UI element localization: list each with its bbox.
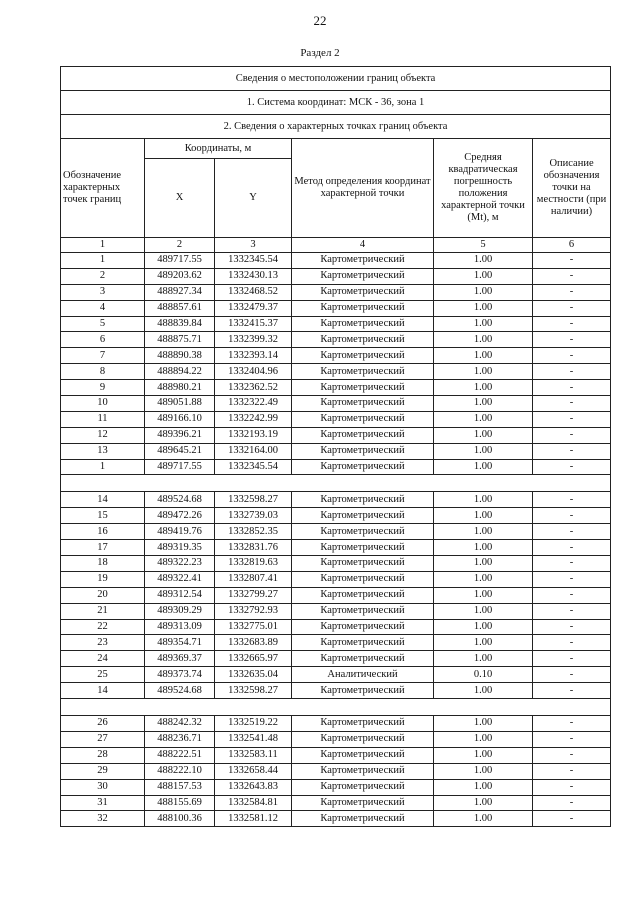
method: Картометрический <box>292 587 434 603</box>
table-row <box>61 747 611 763</box>
method: Картометрический <box>292 508 434 524</box>
coord-x: 488155.69 <box>145 795 215 811</box>
point-description: - <box>533 556 611 572</box>
method: Картометрический <box>292 651 434 667</box>
method: Картометрический <box>292 795 434 811</box>
point-description: - <box>533 268 611 284</box>
column-number: 5 <box>434 238 533 253</box>
coord-y: 1332345.54 <box>215 459 292 475</box>
coord-x: 489645.21 <box>145 443 215 459</box>
method: Картометрический <box>292 380 434 396</box>
point-number: 24 <box>61 651 145 667</box>
point-number: 32 <box>61 811 145 827</box>
coord-x: 489369.37 <box>145 651 215 667</box>
point-number: 27 <box>61 731 145 747</box>
error-value: 1.00 <box>434 731 533 747</box>
table-row <box>61 571 611 587</box>
point-description: - <box>533 587 611 603</box>
coord-x: 489524.68 <box>145 683 215 699</box>
point-description: - <box>533 619 611 635</box>
table-row <box>61 396 611 412</box>
method: Аналитический <box>292 667 434 683</box>
table-row <box>61 348 611 364</box>
coord-y: 1332583.11 <box>215 747 292 763</box>
coord-y: 1332683.89 <box>215 635 292 651</box>
point-description: - <box>533 300 611 316</box>
error-value: 1.00 <box>434 508 533 524</box>
coord-y: 1332799.27 <box>215 587 292 603</box>
error-value: 1.00 <box>434 619 533 635</box>
coord-x: 488236.71 <box>145 731 215 747</box>
error-value: 1.00 <box>434 459 533 475</box>
coord-x: 489319.35 <box>145 540 215 556</box>
point-description: - <box>533 603 611 619</box>
point-description: - <box>533 763 611 779</box>
method: Картометрический <box>292 747 434 763</box>
error-value: 1.00 <box>434 253 533 269</box>
error-value: 1.00 <box>434 635 533 651</box>
point-description: - <box>533 508 611 524</box>
coord-y: 1332430.13 <box>215 268 292 284</box>
coord-y: 1332164.00 <box>215 443 292 459</box>
coord-y: 1332404.96 <box>215 364 292 380</box>
point-description: - <box>533 716 611 732</box>
table-row <box>61 364 611 380</box>
header-x: X <box>145 159 215 238</box>
group-separator-row <box>61 699 611 716</box>
method: Картометрический <box>292 268 434 284</box>
point-number: 31 <box>61 795 145 811</box>
point-description: - <box>533 667 611 683</box>
header-coordinates: Координаты, м <box>145 139 292 159</box>
point-description: - <box>533 651 611 667</box>
coord-x: 489472.26 <box>145 508 215 524</box>
point-description: - <box>533 396 611 412</box>
coord-x: 488222.10 <box>145 763 215 779</box>
group-separator <box>61 475 611 492</box>
method: Картометрический <box>292 603 434 619</box>
point-description: - <box>533 284 611 300</box>
method: Картометрический <box>292 619 434 635</box>
table-row <box>61 635 611 651</box>
header-method: Метод определения координат характерной точки <box>292 139 434 238</box>
point-number: 14 <box>61 683 145 699</box>
coord-x: 489396.21 <box>145 427 215 443</box>
method: Картометрический <box>292 811 434 827</box>
table-row <box>61 411 611 427</box>
coord-y: 1332468.52 <box>215 284 292 300</box>
point-number: 30 <box>61 779 145 795</box>
method: Картометрический <box>292 411 434 427</box>
coord-y: 1332792.93 <box>215 603 292 619</box>
table-row <box>61 683 611 699</box>
coord-y: 1332598.27 <box>215 492 292 508</box>
coord-x: 489166.10 <box>145 411 215 427</box>
point-number: 11 <box>61 411 145 427</box>
coord-y: 1332739.03 <box>215 508 292 524</box>
coord-x: 488100.36 <box>145 811 215 827</box>
table-row <box>61 540 611 556</box>
error-value: 1.00 <box>434 332 533 348</box>
error-value: 1.00 <box>434 443 533 459</box>
table-row <box>61 763 611 779</box>
coord-x: 489322.23 <box>145 556 215 572</box>
coord-y: 1332541.48 <box>215 731 292 747</box>
points-heading: 2. Сведения о характерных точках границ объекта <box>61 115 611 139</box>
point-number: 23 <box>61 635 145 651</box>
column-number-row <box>61 238 611 253</box>
coord-y: 1332852.35 <box>215 524 292 540</box>
coord-y: 1332584.81 <box>215 795 292 811</box>
table-row <box>61 651 611 667</box>
point-number: 25 <box>61 667 145 683</box>
coord-x: 488894.22 <box>145 364 215 380</box>
coord-x: 488857.61 <box>145 300 215 316</box>
coord-x: 488890.38 <box>145 348 215 364</box>
point-number: 3 <box>61 284 145 300</box>
coord-y: 1332322.49 <box>215 396 292 412</box>
error-value: 1.00 <box>434 795 533 811</box>
coord-x: 489051.88 <box>145 396 215 412</box>
method: Картометрический <box>292 524 434 540</box>
table-row <box>61 332 611 348</box>
coord-x: 489373.74 <box>145 667 215 683</box>
column-number: 4 <box>292 238 434 253</box>
error-value: 1.00 <box>434 348 533 364</box>
point-number: 22 <box>61 619 145 635</box>
point-number: 18 <box>61 556 145 572</box>
coord-y: 1332581.12 <box>215 811 292 827</box>
coord-x: 488927.34 <box>145 284 215 300</box>
error-value: 1.00 <box>434 492 533 508</box>
point-description: - <box>533 795 611 811</box>
column-number: 6 <box>533 238 611 253</box>
header-description: Описание обозначения точки на местности (при наличии) <box>533 139 611 238</box>
table-row <box>61 268 611 284</box>
section-title: Раздел 2 <box>300 47 340 59</box>
point-description: - <box>533 571 611 587</box>
table-row <box>61 284 611 300</box>
table-row <box>61 603 611 619</box>
point-number: 8 <box>61 364 145 380</box>
table-row <box>61 811 611 827</box>
point-description: - <box>533 635 611 651</box>
error-value: 1.00 <box>434 779 533 795</box>
coord-y: 1332362.52 <box>215 380 292 396</box>
coord-y: 1332242.99 <box>215 411 292 427</box>
coord-y: 1332643.83 <box>215 779 292 795</box>
coord-x: 489309.29 <box>145 603 215 619</box>
point-number: 4 <box>61 300 145 316</box>
point-number: 15 <box>61 508 145 524</box>
error-value: 1.00 <box>434 763 533 779</box>
point-description: - <box>533 811 611 827</box>
method: Картометрический <box>292 492 434 508</box>
point-description: - <box>533 779 611 795</box>
coord-x: 489419.76 <box>145 524 215 540</box>
point-description: - <box>533 443 611 459</box>
coord-y: 1332658.44 <box>215 763 292 779</box>
method: Картометрический <box>292 459 434 475</box>
point-description: - <box>533 747 611 763</box>
table-row <box>61 443 611 459</box>
coord-x: 489322.41 <box>145 571 215 587</box>
coord-x: 489313.09 <box>145 619 215 635</box>
method: Картометрический <box>292 427 434 443</box>
table-row <box>61 380 611 396</box>
coord-y: 1332665.97 <box>215 651 292 667</box>
table-row <box>61 524 611 540</box>
point-number: 7 <box>61 348 145 364</box>
point-description: - <box>533 459 611 475</box>
table-row <box>61 427 611 443</box>
method: Картометрический <box>292 332 434 348</box>
point-number: 29 <box>61 763 145 779</box>
error-value: 1.00 <box>434 747 533 763</box>
point-number: 28 <box>61 747 145 763</box>
method: Картометрический <box>292 683 434 699</box>
error-value: 1.00 <box>434 316 533 332</box>
table-row <box>61 556 611 572</box>
error-value: 1.00 <box>434 651 533 667</box>
table-banner: Сведения о местоположении границ объекта <box>61 67 611 91</box>
point-number: 2 <box>61 268 145 284</box>
coord-x: 489203.62 <box>145 268 215 284</box>
coordinate-system: 1. Система координат: МСК - 36, зона 1 <box>61 91 611 115</box>
point-description: - <box>533 683 611 699</box>
point-description: - <box>533 411 611 427</box>
point-number: 10 <box>61 396 145 412</box>
method: Картометрический <box>292 779 434 795</box>
point-description: - <box>533 380 611 396</box>
error-value: 1.00 <box>434 300 533 316</box>
method: Картометрический <box>292 396 434 412</box>
point-description: - <box>533 492 611 508</box>
coord-x: 489524.68 <box>145 492 215 508</box>
method: Картометрический <box>292 556 434 572</box>
method: Картометрический <box>292 763 434 779</box>
column-number: 2 <box>145 238 215 253</box>
method: Картометрический <box>292 316 434 332</box>
coord-y: 1332831.76 <box>215 540 292 556</box>
table-row <box>61 667 611 683</box>
method: Картометрический <box>292 443 434 459</box>
coord-y: 1332819.63 <box>215 556 292 572</box>
coord-y: 1332393.14 <box>215 348 292 364</box>
method: Картометрический <box>292 540 434 556</box>
coord-y: 1332479.37 <box>215 300 292 316</box>
error-value: 1.00 <box>434 683 533 699</box>
table-row <box>61 492 611 508</box>
coord-x: 489717.55 <box>145 253 215 269</box>
coord-y: 1332193.19 <box>215 427 292 443</box>
error-value: 1.00 <box>434 364 533 380</box>
table-row <box>61 587 611 603</box>
point-number: 13 <box>61 443 145 459</box>
point-description: - <box>533 524 611 540</box>
coord-x: 488222.51 <box>145 747 215 763</box>
point-number: 14 <box>61 492 145 508</box>
error-value: 1.00 <box>434 571 533 587</box>
coord-y: 1332399.32 <box>215 332 292 348</box>
coord-y: 1332415.37 <box>215 316 292 332</box>
error-value: 1.00 <box>434 411 533 427</box>
table-row <box>61 716 611 732</box>
point-description: - <box>533 332 611 348</box>
error-value: 1.00 <box>434 380 533 396</box>
coord-y: 1332635.04 <box>215 667 292 683</box>
point-number: 5 <box>61 316 145 332</box>
error-value: 1.00 <box>434 716 533 732</box>
error-value: 1.00 <box>434 587 533 603</box>
point-number: 20 <box>61 587 145 603</box>
coord-x: 488157.53 <box>145 779 215 795</box>
coord-x: 489312.54 <box>145 587 215 603</box>
column-number: 1 <box>61 238 145 253</box>
point-description: - <box>533 253 611 269</box>
point-number: 6 <box>61 332 145 348</box>
table-row <box>61 316 611 332</box>
error-value: 1.00 <box>434 284 533 300</box>
point-number: 16 <box>61 524 145 540</box>
coord-y: 1332775.01 <box>215 619 292 635</box>
point-description: - <box>533 427 611 443</box>
point-description: - <box>533 316 611 332</box>
coord-x: 488980.21 <box>145 380 215 396</box>
column-number: 3 <box>215 238 292 253</box>
point-description: - <box>533 364 611 380</box>
boundary-points-table <box>60 66 611 827</box>
point-description: - <box>533 540 611 556</box>
method: Картометрический <box>292 716 434 732</box>
point-number: 9 <box>61 380 145 396</box>
error-value: 1.00 <box>434 540 533 556</box>
coord-y: 1332345.54 <box>215 253 292 269</box>
table-row <box>61 459 611 475</box>
point-description: - <box>533 348 611 364</box>
page-number: 22 <box>313 13 327 28</box>
header-error: Средняя квадратическая погрешность положения характерной точки (Mt), м <box>434 139 533 238</box>
point-number: 19 <box>61 571 145 587</box>
method: Картометрический <box>292 571 434 587</box>
method: Картометрический <box>292 284 434 300</box>
table-row <box>61 253 611 269</box>
coord-y: 1332807.41 <box>215 571 292 587</box>
point-number: 1 <box>61 253 145 269</box>
group-separator-row <box>61 475 611 492</box>
table-row <box>61 300 611 316</box>
method: Картометрический <box>292 731 434 747</box>
group-separator <box>61 699 611 716</box>
point-description: - <box>533 731 611 747</box>
table-row <box>61 508 611 524</box>
method: Картометрический <box>292 635 434 651</box>
point-number: 17 <box>61 540 145 556</box>
error-value: 1.00 <box>434 427 533 443</box>
table-row <box>61 779 611 795</box>
method: Картометрический <box>292 348 434 364</box>
coord-y: 1332598.27 <box>215 683 292 699</box>
coord-x: 489354.71 <box>145 635 215 651</box>
error-value: 1.00 <box>434 524 533 540</box>
header-point-designation: Обозначение характерных точек границ <box>61 139 145 238</box>
coord-x: 488242.32 <box>145 716 215 732</box>
error-value: 1.00 <box>434 396 533 412</box>
coord-x: 488875.71 <box>145 332 215 348</box>
table-row <box>61 731 611 747</box>
method: Картометрический <box>292 253 434 269</box>
point-number: 26 <box>61 716 145 732</box>
error-value: 1.00 <box>434 268 533 284</box>
point-number: 1 <box>61 459 145 475</box>
error-value: 1.00 <box>434 811 533 827</box>
error-value: 0.10 <box>434 667 533 683</box>
method: Картометрический <box>292 300 434 316</box>
method: Картометрический <box>292 364 434 380</box>
error-value: 1.00 <box>434 556 533 572</box>
coord-x: 488839.84 <box>145 316 215 332</box>
coord-y: 1332519.22 <box>215 716 292 732</box>
coord-x: 489717.55 <box>145 459 215 475</box>
point-number: 12 <box>61 427 145 443</box>
header-y: Y <box>215 159 292 238</box>
table-row <box>61 619 611 635</box>
error-value: 1.00 <box>434 603 533 619</box>
point-number: 21 <box>61 603 145 619</box>
table-row <box>61 795 611 811</box>
